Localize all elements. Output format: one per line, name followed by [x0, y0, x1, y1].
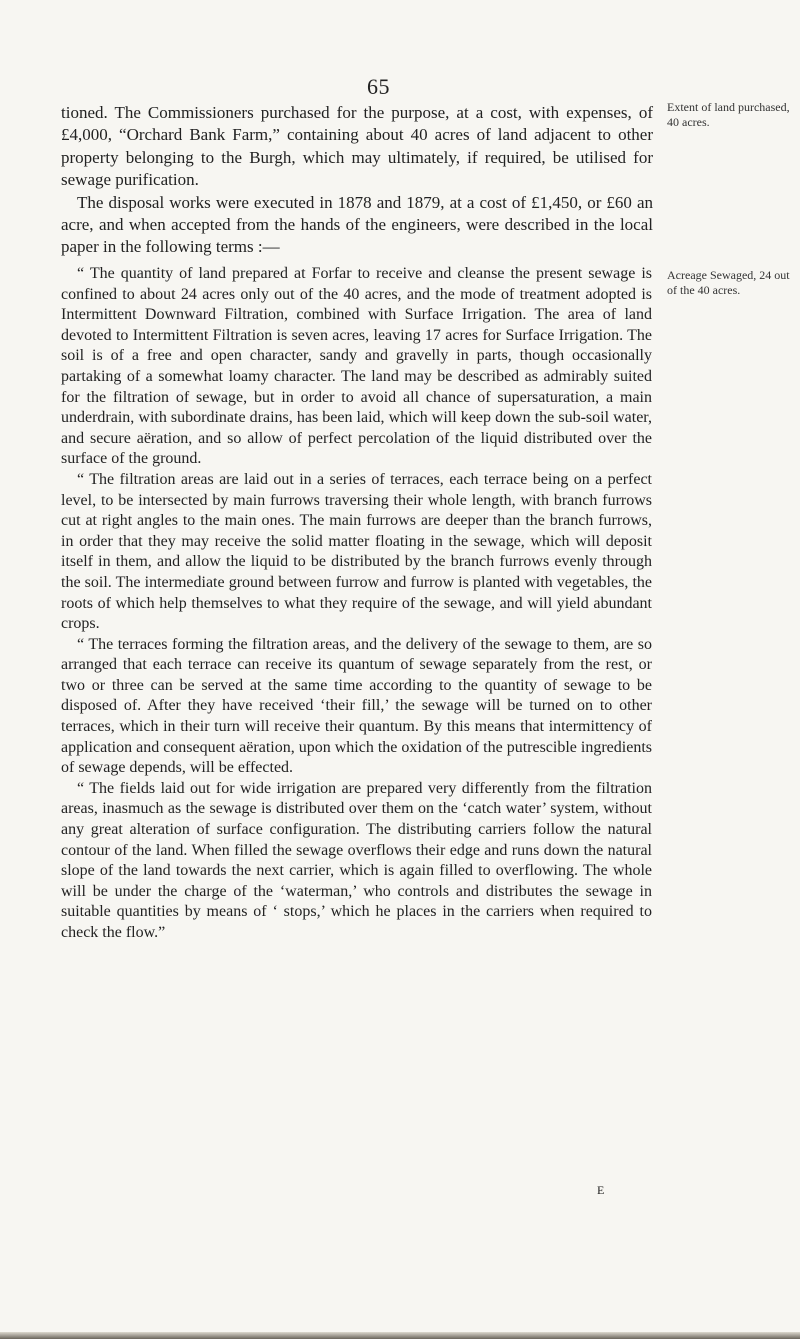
margin-note-acreage-sewaged: Acreage Sewaged, 24 out of the 40 acres.	[667, 268, 790, 297]
intro-paragraph-2: The disposal works were executed in 1878 and 1879, at a cost of £1,450, or £60 an acre, and when accepted from the hands of the engineers, were described in the local paper in the following terms :—	[61, 192, 653, 257]
intro-text	[61, 102, 653, 259]
page-bottom-edge	[0, 1332, 800, 1339]
intro-paragraph-1: tioned. The Commissioners purchased for the purpose, at a cost, with expenses, of £4,000, “Orchard Bank Farm,” containing about 40 acres of land adjacent to other property belonging to the Burgh, which may ultimately, if required, be utilised for sewage purification.	[61, 103, 653, 190]
quote-paragraph-2: “ The filtration areas are laid out in a series of terraces, each terrace being on a perfect level, to be intersected by main furrows traversing their whole length, with branch furrows cut at right angles to the main ones. The main furrows are deeper than the branch furrows, in order that they may receive the solid matter floating in the sewage, which will deposit itself in them, and allow the liquid to be distributed by the branch furrows evenly through the soil. The intermediate ground between furrow and furrow is planted with vegetables, the roots of which help themselves to what they require of the sewage, and will yield abundant crops.	[61, 470, 652, 633]
page-number: 65	[367, 74, 390, 99]
signature-mark: E	[597, 1183, 605, 1197]
quote-paragraph-1: “ The quantity of land prepared at Forfar to receive and cleanse the present sewage is confined to about 24 acres only out of the 40 acres, and the mode of treatment adopted is Intermittent Downward Filtration, combined with Surface Irrigation. The area of land devoted to Intermittent Filtration is seven acres, leaving 17 acres for Surface Irrigation. The soil is of a free and open character, sandy and gravelly in parts, though occasionally partaking of a somewhat loamy character. The land may be described as admirably suited for the filtration of sewage, but in order to avoid all chance of supersaturation, a main underdrain, with subordinate drains, has been laid, which will keep down the sub-soil water, and secure aëration, and so allow of perfect percolation of the liquid distributed over the surface of the ground.	[61, 265, 652, 468]
quote-paragraph-4: “ The fields laid out for wide irrigation are prepared very differently from the filtration areas, inasmuch as the sewage is distributed over them on the ‘catch water’ system, without any great alteration of surface configuration. The distributing carriers follow the natural contour of the land. When filled the sewage overflows their edge and runs down the natural slope of the land towards the next carrier, which is again filled to overflowing. The whole will be under the charge of the ‘waterman,’ who controls and distributes the sewage in suitable quantities by means of ‘ stops,’ which he places in the carriers when required to check the flow.”	[61, 779, 652, 941]
quoted-newspaper-description	[61, 264, 652, 944]
quote-paragraph-3: “ The terraces forming the filtration areas, and the delivery of the sewage to them, are so arranged that each terrace can receive its quantum of sewage separately from the rest, or two or three can be served at the same time according to the quantity of sewage to be disposed of. After they have received ‘their fill,’ the sewage will be turned on to other terraces, which in their turn will receive their quantum. By this means that intermittency of application and consequent aëration, upon which the oxidation of the putrescible ingredients of sewage depends, will be effected.	[61, 635, 652, 777]
margin-note-land-purchased: Extent of land purchased, 40 acres.	[667, 100, 790, 129]
